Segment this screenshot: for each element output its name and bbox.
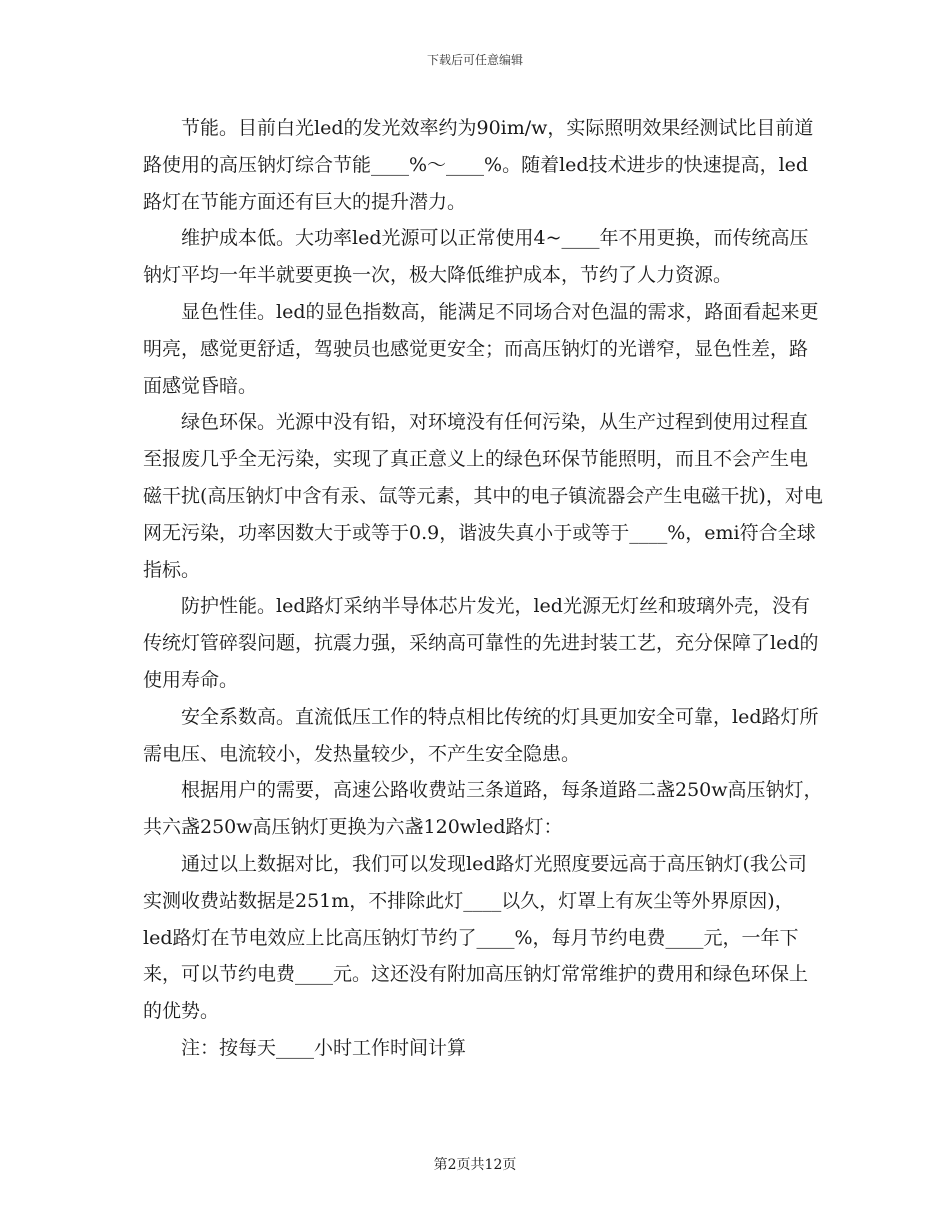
paragraph-note: 注：按每天____小时工作时间计算 xyxy=(181,1036,467,1059)
paragraph-protection: 防护性能。led路灯采纳半导体芯片发光，led光源无灯丝和玻璃外壳，没有传统灯管碎裂问题，抗震力强，采纳高可靠性的先进封装工艺，充分保障了led的使用寿命。 xyxy=(143,595,819,691)
paragraph-green-environment: 绿色环保。光源中没有铅，对环境没有任何污染，从生产过程到使用过程直至报废几乎全无污染，实现了真正意义上的绿色环保节能照明，而且不会产生电磁干扰(高压钠灯中含有汞、氙等元素，其中的电子镇流器会产生电磁干扰)，对电网无污染，功率因数大于或等于0.9，谐波失真小于或等于____%，emi符合全球指标。 xyxy=(143,411,823,581)
paragraph-energy-saving: 节能。目前白光led的发光效率约为90im/w，实际照明效果经测试比目前道路使用的高压钠灯综合节能____%～____%。随着led技术进步的快速提高，led路灯在节能方面还有巨大的提升潜力。 xyxy=(143,117,814,213)
document-body xyxy=(143,110,823,1067)
paragraph-low-maintenance: 维护成本低。大功率led光源可以正常使用4~____年不用更换，而传统高压钠灯平均一年半就要更换一次，极大降低维护成本，节约了人力资源。 xyxy=(143,227,809,287)
paragraph-data-comparison: 通过以上数据对比，我们可以发现led路灯光照度要远高于高压钠灯(我公司实测收费站数据是251m，不排除此灯____以久，灯罩上有灰尘等外界原因)，led路灯在节电效应上比高压钠灯节约了____%，每月节约电费____元，一年下来，可以节约电费____元。这还没有附加高压钠灯常常维护的费用和绿色环保上的优势。 xyxy=(143,852,809,1023)
page-header: 下载后可任意编辑 xyxy=(426,53,523,67)
paragraph-user-needs: 根据用户的需要，高速公路收费站三条道路，每条道路二盏250w高压钠灯，共六盏250w高压钠灯更换为六盏120wled路灯： xyxy=(143,779,823,839)
paragraph-color-rendering: 显色性佳。led的显色指数高，能满足不同场合对色温的需求，路面看起来更明亮，感觉更舒适，驾驶员也感觉更安全；而高压钠灯的光谱窄，显色性差，路面感觉昏暗。 xyxy=(143,300,819,397)
paragraph-safety: 安全系数高。直流低压工作的特点相比传统的灯具更加安全可靠，led路灯所需电压、电流较小，发热量较少，不产生安全隐患。 xyxy=(143,705,819,765)
page-footer: 第2页共12页 xyxy=(433,1157,517,1173)
